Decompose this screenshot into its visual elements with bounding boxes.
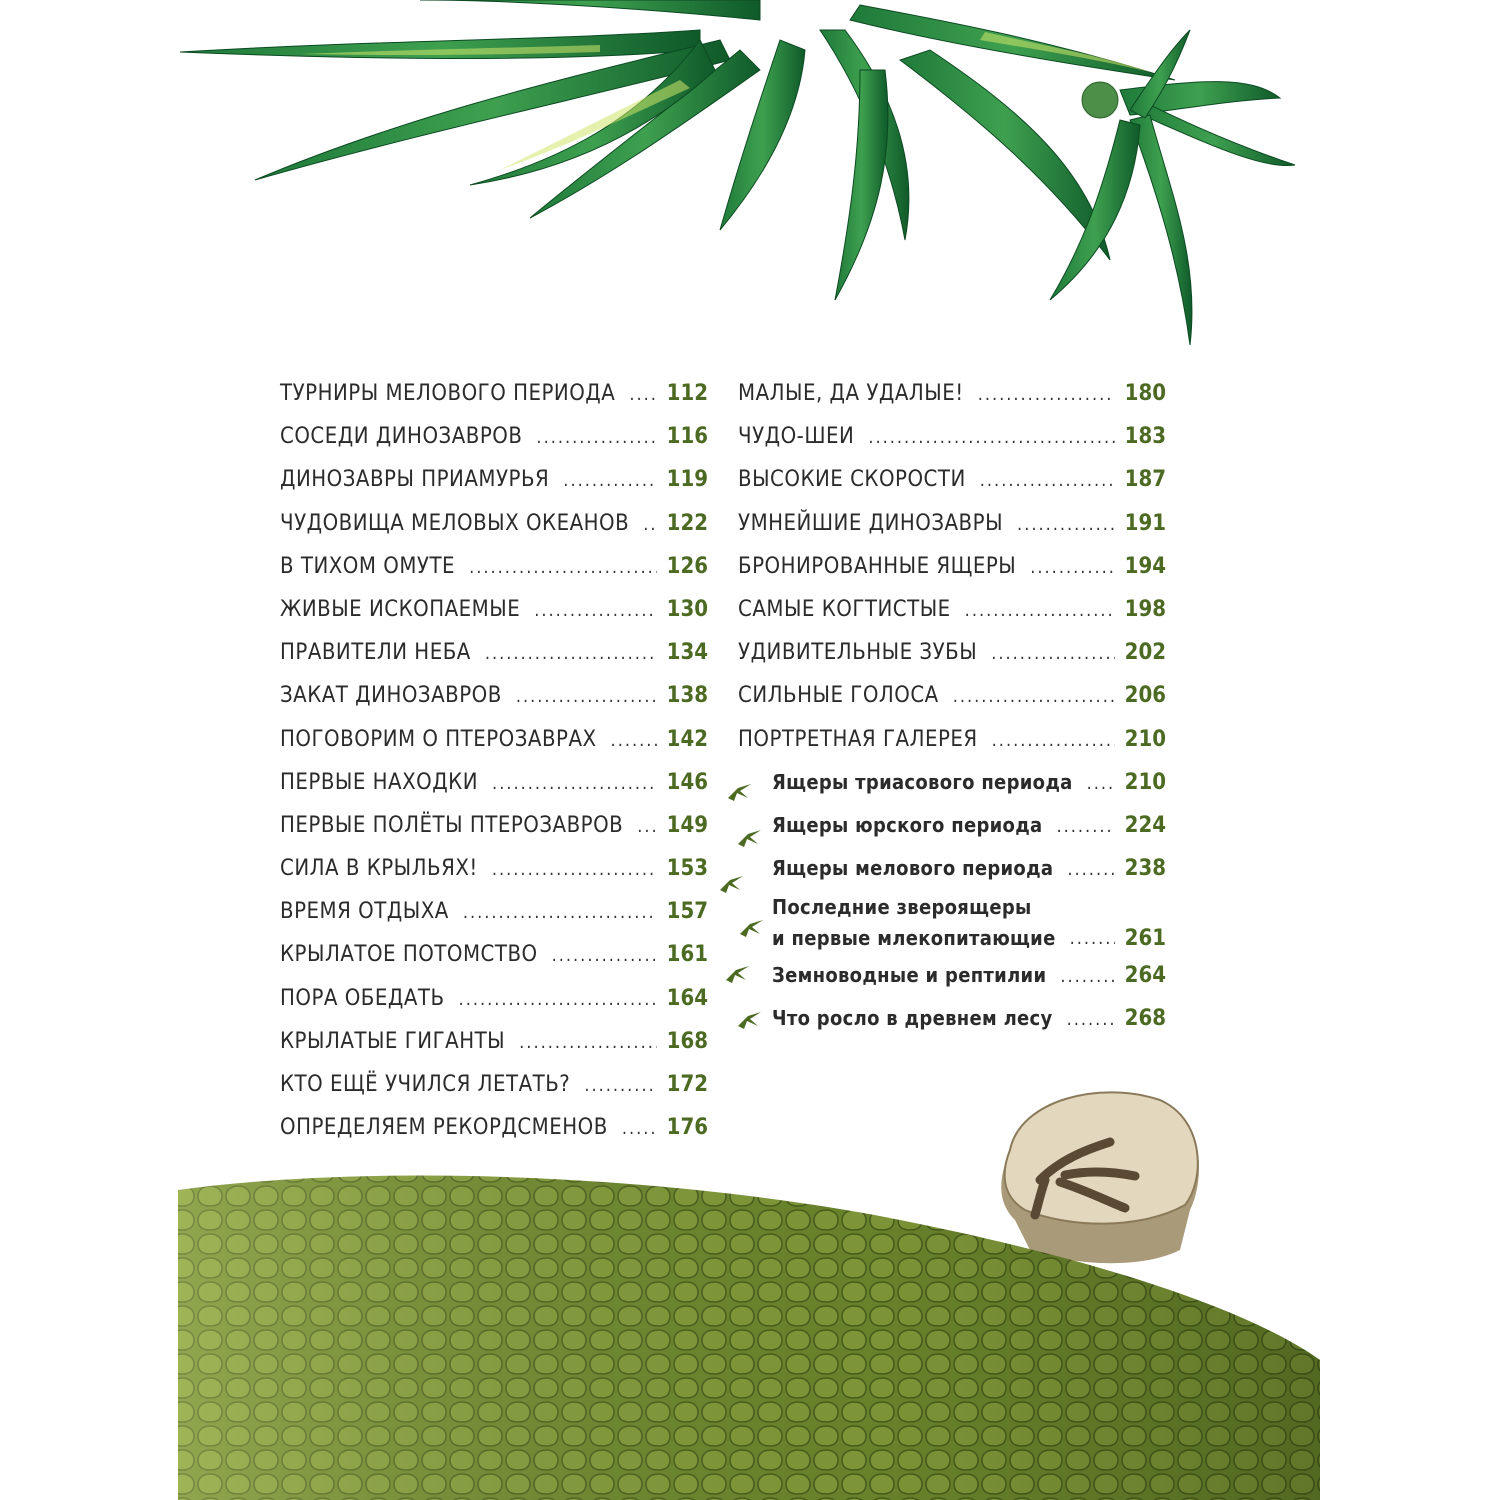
- dot-leader: [552, 934, 657, 977]
- dot-leader: [492, 762, 657, 805]
- toc-entry[interactable]: [280, 502, 708, 545]
- dot-leader: [868, 416, 1114, 459]
- toc-subentry[interactable]: [738, 847, 1166, 890]
- toc-entry-title: ТУРНИРЫ МЕЛОВОГО ПЕРИОДА: [280, 381, 616, 406]
- toc-entry-page: 206: [1124, 683, 1166, 709]
- toc-entry-page: 130: [666, 596, 708, 622]
- toc-entry[interactable]: [280, 415, 708, 458]
- toc-entry[interactable]: [280, 1106, 708, 1149]
- toc-entry-title: СИЛА В КРЫЛЬЯХ!: [280, 856, 478, 882]
- toc-entry[interactable]: [280, 1063, 708, 1106]
- palm-foliage-illustration: [0, 0, 1500, 360]
- toc-entry[interactable]: [738, 674, 1166, 717]
- toc-entry[interactable]: [280, 631, 708, 674]
- toc-entry[interactable]: [280, 545, 708, 588]
- toc-entry-title: КРЫЛАТОЕ ПОТОМСТВО: [280, 942, 538, 968]
- dot-leader: [978, 373, 1115, 416]
- toc-entry-page: 157: [666, 899, 708, 925]
- toc-entry-page: 198: [1124, 596, 1166, 622]
- toc-entry-page: 194: [1124, 553, 1166, 579]
- toc-entry-title: МАЛЫЕ, ДА УДАЛЫЕ!: [738, 381, 964, 406]
- toc-entry-title: ПЕРВЫЕ ПОЛЁТЫ ПТЕРОЗАВРОВ: [280, 812, 624, 838]
- dot-leader: [1067, 998, 1115, 1041]
- dot-leader: [1067, 848, 1114, 891]
- dot-leader: [519, 1021, 657, 1064]
- dot-leader: [584, 1064, 656, 1107]
- toc-entry-page: 153: [666, 856, 708, 882]
- dot-leader: [1030, 546, 1114, 589]
- toc-entry[interactable]: [738, 502, 1166, 545]
- toc-entry[interactable]: [280, 372, 708, 415]
- toc-entry-title: ПОРА ОБЕДАТЬ: [280, 985, 445, 1011]
- toc-entry-title: ПОРТРЕТНАЯ ГАЛЕРЕЯ: [738, 726, 978, 752]
- toc-entry[interactable]: [280, 761, 708, 804]
- toc-entry[interactable]: [280, 718, 708, 761]
- dot-leader: [622, 1107, 657, 1150]
- toc-entry-title: ВРЕМЯ ОТДЫХА: [280, 899, 449, 925]
- toc-entry-page: 164: [666, 985, 708, 1011]
- dinosaur-footprint-icon: [722, 956, 752, 984]
- toc-entry-title: УДИВИТЕЛЬНЫЕ ЗУБЫ: [738, 640, 978, 666]
- dinosaur-footprint-icon: [716, 866, 746, 894]
- toc-entry[interactable]: [280, 1020, 708, 1063]
- dot-leader: [469, 546, 657, 589]
- dot-leader: [1070, 923, 1115, 954]
- dot-leader: [1056, 805, 1114, 848]
- toc-entry-title: УМНЕЙШИЕ ДИНОЗАВРЫ: [738, 510, 1004, 536]
- toc-entry-page: 183: [1124, 424, 1166, 450]
- toc-entry-page: 149: [666, 812, 708, 838]
- toc-subentry-page: 264: [1124, 963, 1166, 989]
- toc-subentry-title: Ящеры триасового периода: [772, 769, 1073, 794]
- toc-subentry-title: Ящеры юрского периода: [772, 812, 1043, 837]
- toc-entry[interactable]: [738, 458, 1166, 501]
- dot-leader: [1060, 955, 1114, 998]
- toc-subentry-page: 268: [1124, 1006, 1166, 1032]
- dinosaur-footprint-icon: [736, 910, 766, 938]
- dot-leader: [991, 632, 1114, 675]
- dinosaur-skin-illustration: [0, 1160, 1500, 1500]
- toc-entry-title: БРОНИРОВАННЫЕ ЯЩЕРЫ: [738, 553, 1017, 579]
- toc-entry-title: ДИНОЗАВРЫ ПРИАМУРЬЯ: [280, 467, 550, 493]
- toc-subentry[interactable]: [738, 761, 1166, 804]
- toc-entry[interactable]: [280, 674, 708, 717]
- toc-entry[interactable]: [280, 804, 708, 847]
- toc-entry-page: 161: [666, 942, 708, 968]
- toc-entry-title: ПРАВИТЕЛИ НЕБА: [280, 640, 471, 666]
- dot-leader: [1017, 503, 1115, 546]
- toc-entry[interactable]: [280, 458, 708, 501]
- toc-subentry-title: Земноводные и рептилии: [772, 963, 1047, 988]
- toc-entry-title: КРЫЛАТЫЕ ГИГАНТЫ: [280, 1028, 506, 1054]
- dinosaur-footprint-icon: [734, 820, 764, 848]
- toc-subentry-title: Ящеры мелового периода: [772, 856, 1054, 881]
- dot-leader: [459, 978, 657, 1021]
- dot-leader: [463, 891, 657, 934]
- toc-entry-page: 138: [666, 683, 708, 709]
- toc-entry-title: САМЫЕ КОГТИСТЫЕ: [738, 596, 951, 622]
- dot-leader: [485, 632, 657, 675]
- toc-entry-title: ЖИВЫЕ ИСКОПАЕМЫЕ: [280, 596, 521, 622]
- toc-entry-page: 126: [666, 553, 708, 579]
- toc-entry-title: ЧУДОВИЩА МЕЛОВЫХ ОКЕАНОВ: [280, 510, 630, 536]
- toc-entry-page: 142: [666, 726, 708, 752]
- toc-entry[interactable]: [738, 588, 1166, 631]
- toc-entry-title: ЧУДО-ШЕИ: [738, 424, 855, 450]
- toc-entry-page: 187: [1124, 467, 1166, 493]
- dot-leader: [629, 373, 656, 416]
- dot-leader: [980, 459, 1115, 502]
- toc-entry[interactable]: [738, 718, 1166, 761]
- toc-subentry[interactable]: [738, 804, 1166, 847]
- toc-subentry-title: Что росло в древнем лесу: [772, 1006, 1053, 1031]
- dot-leader: [611, 719, 657, 762]
- toc-entry[interactable]: [280, 847, 708, 890]
- toc-column-right: [738, 372, 1166, 1041]
- toc-entry-page: 112: [666, 381, 708, 406]
- toc-column-left: [280, 372, 708, 1149]
- toc-entry-title: ОПРЕДЕЛЯЕМ РЕКОРДСМЕНОВ: [280, 1115, 608, 1141]
- toc-entry-title: СИЛЬНЫЕ ГОЛОСА: [738, 683, 939, 709]
- toc-entry-title: СОСЕДИ ДИНОЗАВРОВ: [280, 424, 523, 450]
- toc-subentry-title: [772, 892, 1056, 954]
- toc-subentry-page: 210: [1124, 769, 1166, 795]
- toc-entry-page: 116: [666, 424, 708, 450]
- dot-leader: [536, 416, 656, 459]
- toc-entry-title: ПОГОВОРИМ О ПТЕРОЗАВРАХ: [280, 726, 597, 752]
- toc-entry-title: ПЕРВЫЕ НАХОДКИ: [280, 769, 479, 795]
- toc-entry-page: 168: [666, 1028, 708, 1054]
- dot-leader: [534, 589, 656, 632]
- toc-entry-title: ВЫСОКИЕ СКОРОСТИ: [738, 467, 966, 493]
- toc-entry[interactable]: [280, 933, 708, 976]
- toc-entry-page: 202: [1124, 640, 1166, 666]
- toc-entry-page: 172: [666, 1072, 708, 1097]
- toc-subentry-page: 261: [1124, 926, 1166, 952]
- dot-leader: [563, 459, 656, 502]
- toc-subentry-title-line1: Последние звероящеры: [772, 895, 1032, 920]
- toc-entry[interactable]: [738, 631, 1166, 674]
- toc-entry-title: КТО ЕЩЁ УЧИЛСЯ ЛЕТАТЬ?: [280, 1072, 571, 1097]
- toc-entry-page: 119: [666, 467, 708, 493]
- dot-leader: [965, 589, 1115, 632]
- toc-subentry-title-line2: и первые млекопитающие: [772, 926, 1056, 951]
- toc-entry[interactable]: [280, 977, 708, 1020]
- toc-entry-title: ЗАКАТ ДИНОЗАВРОВ: [280, 683, 502, 709]
- toc-entry-page: 191: [1124, 510, 1166, 536]
- toc-subentry[interactable]: [738, 997, 1166, 1040]
- toc-entry-page: 180: [1124, 381, 1166, 406]
- toc-entry-title: В ТИХОМ ОМУТЕ: [280, 553, 456, 579]
- toc-entry[interactable]: [280, 890, 708, 933]
- dot-leader: [643, 503, 656, 546]
- toc-subentry-page: 238: [1124, 856, 1166, 882]
- dot-leader: [637, 805, 656, 848]
- dot-leader: [953, 675, 1115, 718]
- toc-subentry-page: 224: [1124, 812, 1166, 838]
- dot-leader: [492, 848, 657, 891]
- toc-entry[interactable]: [738, 372, 1166, 415]
- toc-entry-page: 134: [666, 640, 708, 666]
- toc-entry-page: 146: [666, 769, 708, 795]
- toc-subentry[interactable]: [738, 954, 1166, 997]
- dinosaur-footprint-icon: [724, 774, 754, 802]
- toc-entry-page: 122: [666, 510, 708, 536]
- dinosaur-footprint-icon: [734, 1002, 764, 1030]
- toc-entry[interactable]: [738, 415, 1166, 458]
- dot-leader: [992, 719, 1115, 762]
- toc-entry-page: 210: [1124, 726, 1166, 752]
- toc-subentry[interactable]: [738, 890, 1166, 954]
- toc-entry[interactable]: [738, 545, 1166, 588]
- dot-leader: [516, 675, 657, 718]
- toc-entry-page: 176: [666, 1115, 708, 1141]
- toc-entry[interactable]: [280, 588, 708, 631]
- dot-leader: [1087, 762, 1115, 805]
